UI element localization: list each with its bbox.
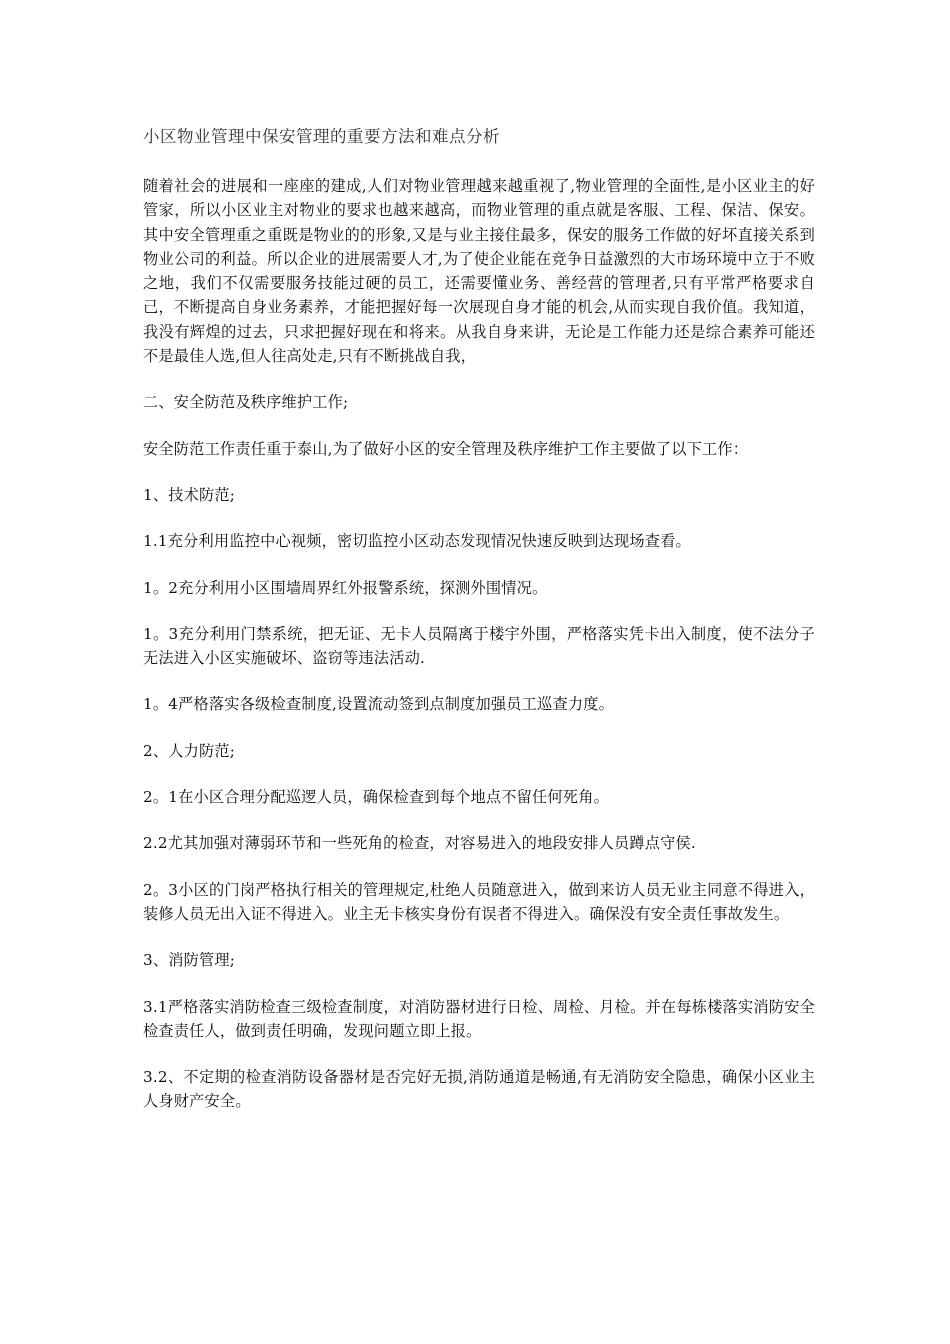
list-item-1-3: 1。3充分利用门禁系统，把无证、无卡人员隔离于楼宇外围，严格落实凭卡出入制度，使不法分子无法进入小区实施破坏、盗窃等违法活动. [143,624,815,668]
subsection-heading-manpower: 2、人力防范; [143,741,236,760]
document-title: 小区物业管理中保安管理的重要方法和难点分析 [143,127,500,146]
list-item-2-2: 2.2尤其加强对薄弱环节和一些死角的检查，对容易进入的地段安排人员蹲点守侯. [143,834,696,853]
subsection-heading-technical: 1、技术防范; [143,485,236,504]
list-item-1-1: 1.1充分利用监控中心视频，密切监控小区动态发现情况快速反映到达现场查看。 [143,532,691,551]
list-item-1-2: 1。2充分利用小区围墙周界红外报警系统，探测外围情况。 [143,578,548,597]
list-item-2-3: 2。3小区的门岗严格执行相关的管理规定,杜绝人员随意进入，做到来访人员无业主同意不得进入，装修人员无出入证不得进入。业主无卡核实身份有误者不得进入。确保没有安全责任事故发生。 [143,880,815,923]
section-intro-paragraph: 安全防范工作责任重于泰山,为了做好小区的安全管理及秩序维护工作主要做了以下工作： [143,439,749,458]
subsection-heading-fire: 3、消防管理; [143,951,236,970]
list-item-1-4: 1。4严格落实各级检查制度,设置流动签到点制度加强员工巡查力度。 [143,695,614,714]
list-item-3-2: 3.2、不定期的检查消防设备器材是否完好无损,消防通道是畅通,有无消防安全隐患，确保小区业主人身财产安全。 [143,1068,815,1111]
section-heading-security: 二、安全防范及秩序维护工作; [143,393,349,412]
intro-paragraph: 随着社会的进展和一座座的建成,人们对物业管理越来越重视了,物业管理的全面性,是小区业主的好管家，所以小区业主对物业的要求也越来越高，而物业管理的重点就是客服、工程、保洁、保安。其中安全管理重之重既是物业的的形象,又是与业主接住最多，保安的服务工作做的好坏直接关系到物业公司的利益。所以企业的进展需要人才,为了使企业能在竞争日益激烈的大市场环境中立于不败之地，我们不仅需要服务技能过硬的员工，还需要懂业务、善经营的管理者,只有平常严格要求自己，不断提高自身业务素养，才能把握好每一次展现自身才能的机会,从而实现自我价值。我知道，我没有辉煌的过去，只求把握好现在和将来。从我自身来讲，无论是工作能力还是综合素养可能还不是最佳人选,但人往高处走,只有不断挑战自我， [143,177,815,366]
list-item-2-1: 2。1在小区合理分配巡逻人员，确保检查到每个地点不留任何死角。 [143,788,609,807]
document-page [143,122,815,1136]
list-item-3-1: 3.1严格落实消防检查三级检查制度，对消防器材进行日检、周检、月检。并在每栋楼落实消防安全检查责任人，做到责任明确，发现问题立即上报。 [143,997,815,1040]
